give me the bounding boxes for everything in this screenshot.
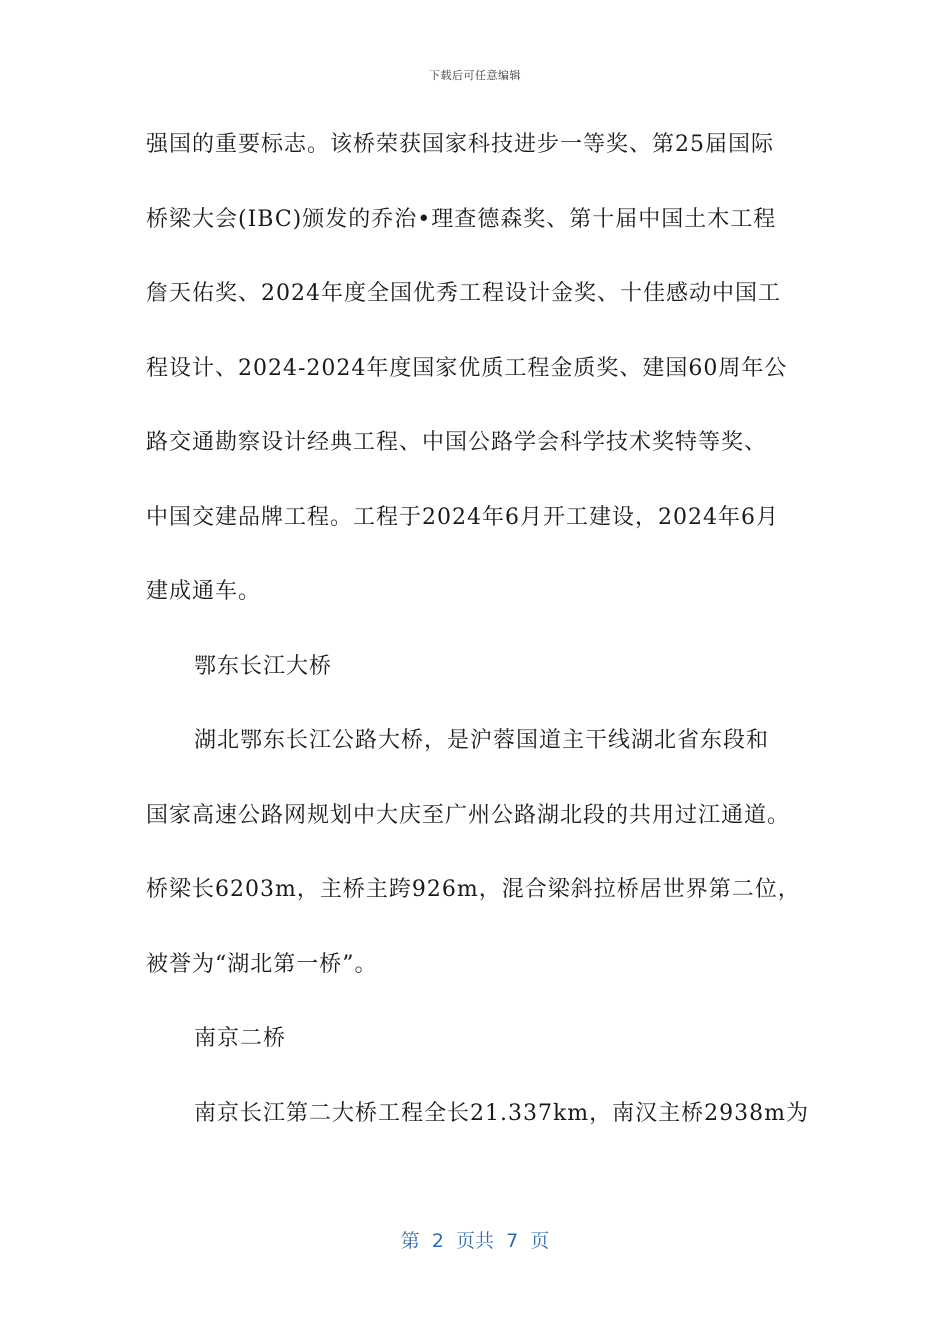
text-line: 强国的重要标志。该桥荣获国家科技进步一等奖、第25届国际 [146,132,774,157]
text-line: 湖北鄂东长江公路大桥，是沪蓉国道主干线湖北省东段和 [194,728,770,753]
section-heading: 南京二桥 [194,1026,287,1051]
text-line: 路交通勘察设计经典工程、中国公路学会科学技术奖特等奖、 [146,430,768,455]
text-line: 桥梁长6203m，主桥主跨926m，混合梁斜拉桥居世界第二位， [146,877,801,902]
text-line: 国家高速公路网规划中大庆至广州公路湖北段的共用过江通道。 [146,802,791,828]
text-line: 南京长江第二大桥工程全长21.337km，南汉主桥2938m为 [194,1100,810,1126]
text-line: 被誉为“湖北第一桥”。 [146,951,378,977]
text-line: 桥梁大会(IBC)颁发的乔治•理查德森奖、第十届中国土木工程 [146,206,777,232]
section-heading: 鄂东长江大桥 [194,653,333,679]
document-body [146,127,811,1170]
page-number-footer: 第 2 页共 7 页 [400,1230,550,1252]
text-line: 詹天佑奖、2024年度全国优秀工程设计金奖、十佳感动中国工 [146,281,781,306]
text-line: 程设计、2024-2024年度国家优质工程金质奖、建国60周年公 [146,355,788,381]
page-header: 下载后可任意编辑 [429,69,521,82]
text-line: 中国交建品牌工程。工程于2024年6月开工建设，2024年6月 [146,504,779,530]
text-line: 建成通车。 [146,579,262,604]
